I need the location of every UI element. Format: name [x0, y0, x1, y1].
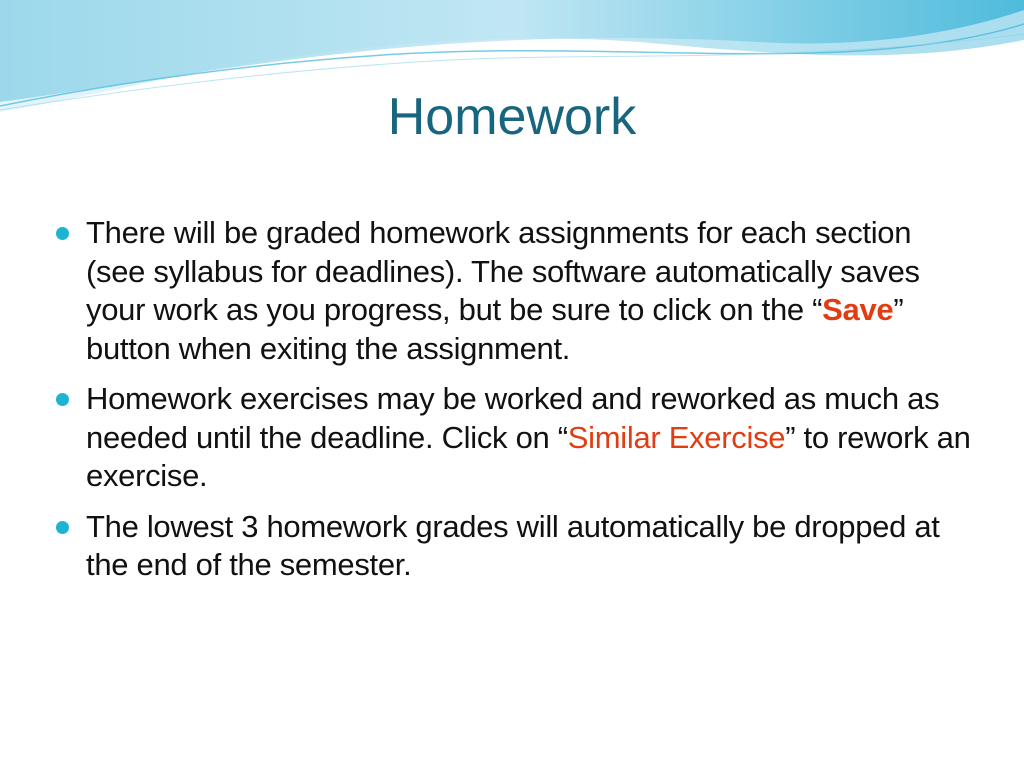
save-highlight: Save [822, 292, 894, 327]
bullet-item [56, 380, 976, 496]
bullet-list [56, 214, 976, 597]
bullet-dot-icon [56, 393, 69, 406]
slide-title: Homework [387, 88, 637, 146]
bullet-text: The lowest 3 homework grades will automatically be dropped at the end of the semester. [86, 508, 940, 582]
bullet-dot-icon [56, 227, 69, 240]
bullet-text: ” to rework an exercise. [86, 419, 971, 493]
bullet-text: There will be graded homework assignments for each section (see syllabus for deadlines). The software automatically saves your work as you progress, but be sure to click on the “ [86, 215, 920, 327]
bullet-dot-icon [56, 521, 69, 534]
bullet-text: Homework exercises may be worked and reworked as much as needed until the deadline. Click on “ [86, 381, 940, 455]
bullet-item [56, 508, 976, 585]
bullet-item [56, 214, 976, 368]
bullet-text: ” button when exiting the assignment. [86, 292, 904, 366]
similar-exercise-highlight: Similar Exercise [567, 419, 786, 455]
